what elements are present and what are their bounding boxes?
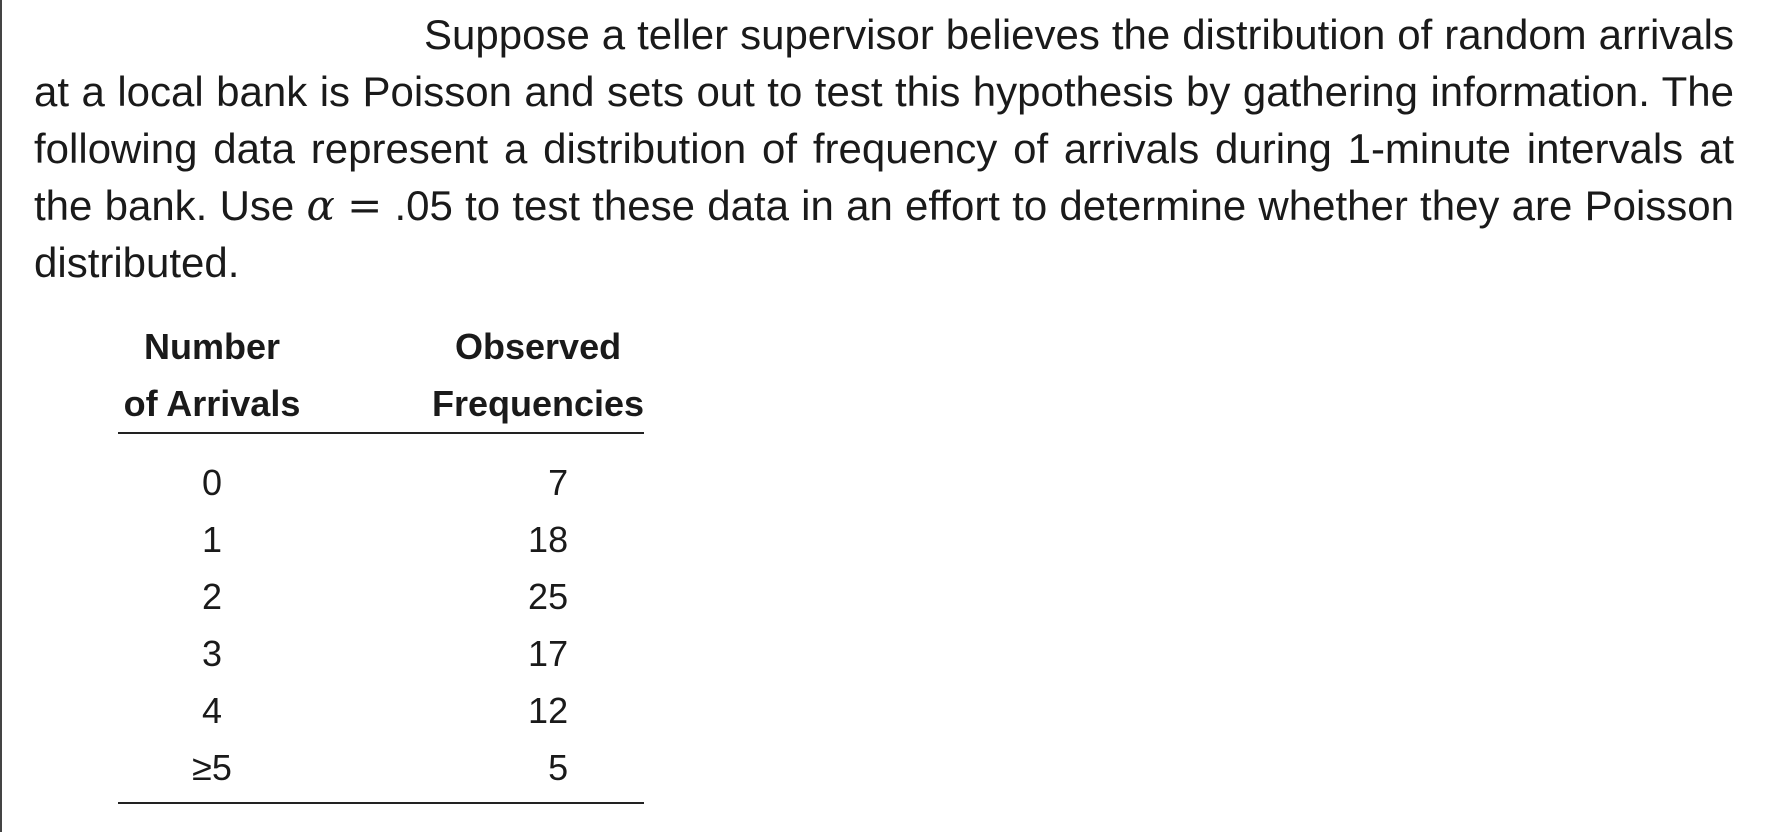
frequency-cell: 5 (432, 739, 644, 803)
frequency-cell: 18 (528, 519, 569, 560)
arrivals-cell: 0 (201, 462, 223, 503)
header-frequencies: Frequencies (432, 375, 644, 433)
header-gap (306, 318, 432, 375)
frequency-cell: 7 (548, 462, 569, 503)
cell-gap (306, 568, 432, 625)
frequency-cell: 17 (528, 633, 569, 674)
alpha-symbol: α (306, 181, 335, 230)
problem-text-after-alpha: .05 to test these data in an effort to determine whether they are Poisson distributed. (34, 182, 1734, 286)
header-observed: Observed (455, 326, 622, 367)
arrivals-cell: 3 (201, 633, 223, 674)
table-row (118, 739, 644, 803)
table-header-row (118, 318, 644, 375)
table-row (118, 511, 644, 568)
cell-gap (306, 511, 432, 568)
arrivals-cell: 2 (201, 576, 223, 617)
table-row (118, 625, 644, 682)
frequency-cell: 12 (528, 690, 569, 731)
header-number: Number (143, 326, 281, 367)
arrivals-cell: 1 (201, 519, 223, 560)
left-border-line (0, 0, 2, 832)
equals-sign: = (347, 181, 383, 230)
cell-gap (306, 739, 432, 803)
header-gap (306, 375, 432, 433)
arrivals-frequency-table (118, 318, 644, 804)
table-row (118, 568, 644, 625)
arrivals-cell: 4 (201, 690, 223, 731)
problem-text-before-alpha: Suppose a teller supervisor believes the distribution of random arrivals at a local bank is Poisson and sets out to test this hypothesis by gathering information. The following data represent a distribution of frequency of arrivals during 1-minute intervals at the bank. Use (34, 11, 1734, 229)
table-row (118, 682, 644, 739)
cell-gap (306, 625, 432, 682)
header-of-arrivals: of Arrivals (118, 375, 306, 433)
cell-gap (306, 682, 432, 739)
cell-gap (306, 433, 432, 511)
arrivals-cell: ≥5 (118, 739, 306, 803)
table-row (118, 433, 644, 511)
problem-statement (34, 6, 1734, 291)
frequency-cell: 25 (528, 576, 569, 617)
table-header-row (118, 375, 644, 433)
